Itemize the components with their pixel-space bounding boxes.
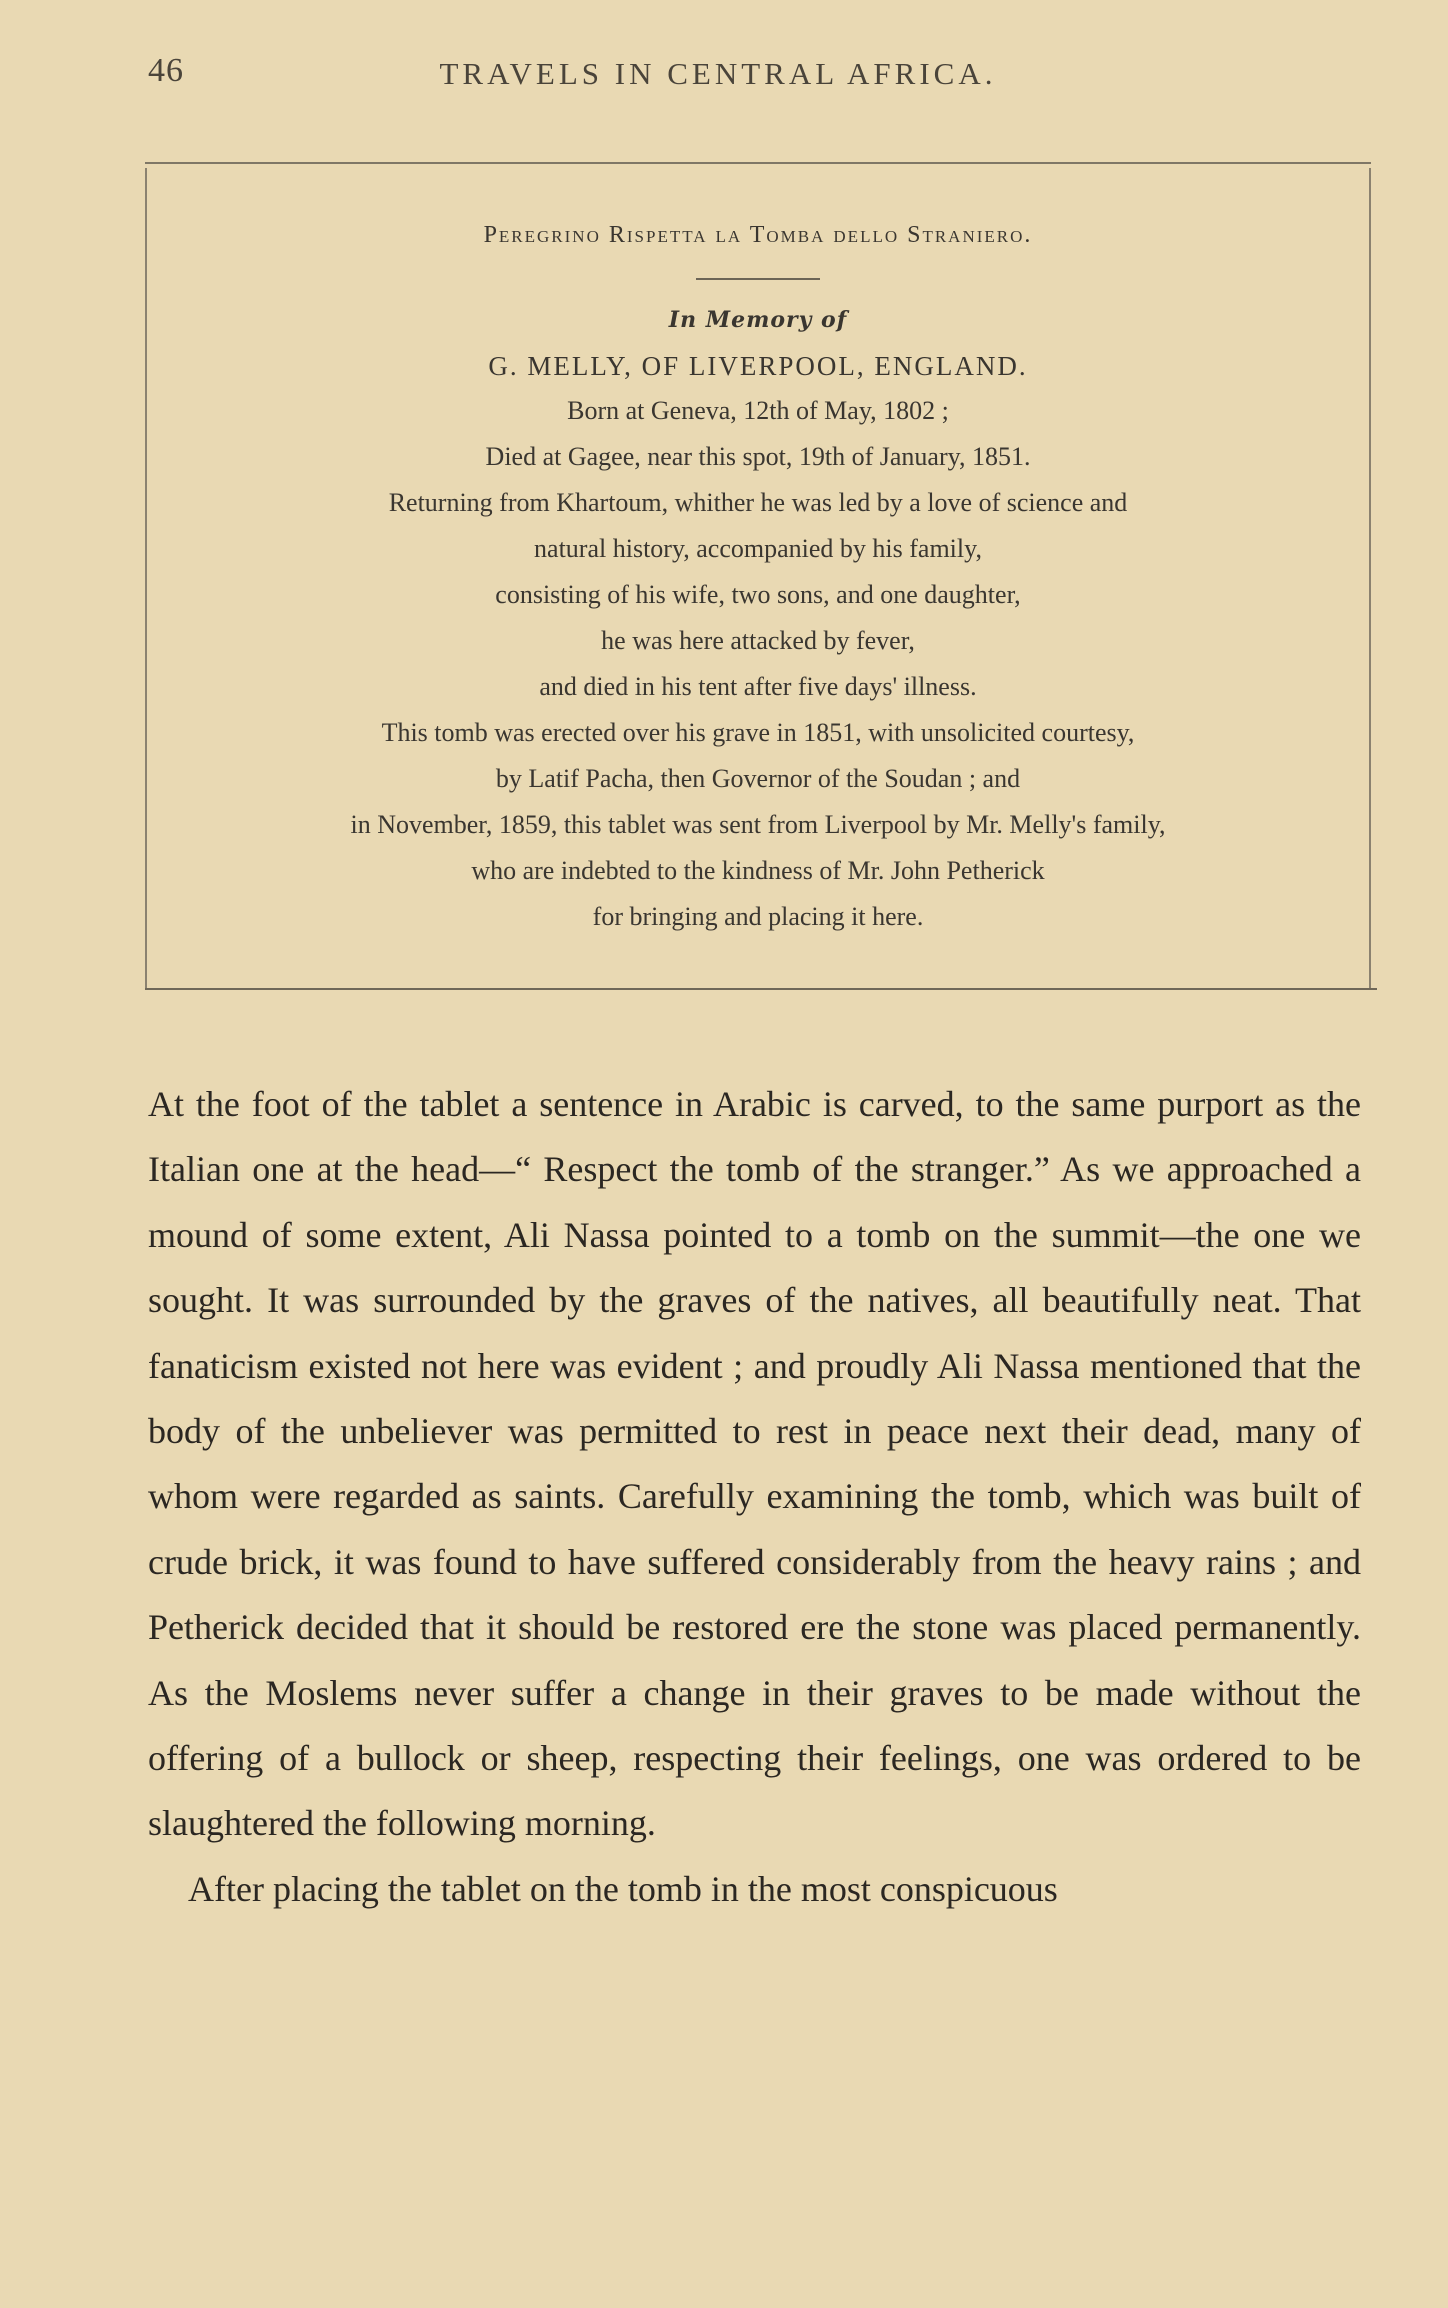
tablet-line: natural history, accompanied by his family, (534, 534, 982, 563)
body-text (148, 1072, 1361, 1922)
tablet-line: and died in his tent after five days' illness. (539, 672, 977, 701)
tablet-bottom-rule (145, 988, 1377, 990)
tablet-divider (696, 278, 820, 280)
page-header (148, 52, 1288, 102)
tablet-line: in November, 1859, this tablet was sent from Liverpool by Mr. Melly's family, (350, 810, 1166, 839)
page-number: 46 (148, 52, 184, 89)
tablet-memory-line: In Memory of (668, 307, 848, 333)
tablet-line: Returning from Khartoum, whither he was led by a love of science and (388, 488, 1128, 517)
memorial-tablet (145, 168, 1371, 988)
tablet-line: who are indebted to the kindness of Mr. John Petherick (471, 856, 1045, 885)
tablet-heading: Peregrino Rispetta la Tomba dello Straniero. (483, 222, 1033, 248)
running-title: TRAVELS IN CENTRAL AFRICA. (439, 56, 997, 91)
tablet-line: consisting of his wife, two sons, and one daughter, (495, 580, 1021, 609)
body-paragraph: After placing the tablet on the tomb in the most conspicuous (188, 1868, 1058, 1909)
tablet-inscription (147, 218, 1369, 940)
body-paragraph: At the foot of the tablet a sentence in Arabic is carved, to the same purport as the Italian one at the head—“ Respect the tomb of the stranger.” As we approached a mound of some extent, Ali Nassa pointed to a tomb on the summit—the one we sought. It was surrounded by the graves of the natives, all beautifully neat. That fanaticism existed not here was evident ; and proudly Ali Nassa mentioned that the body of the unbeliever was permitted to rest in peace next their dead, many of whom were regarded as saints. Carefully examining the tomb, which was built of crude brick, it was found to have suffered considerably from the heavy rains ; and Petherick decided that it should be restored ere the stone was placed permanently. As the Moslems never suffer a change in their graves to be made without the offering of a bullock or sheep, respecting their feelings, one was ordered to be slaughtered the following morning. (148, 1084, 1361, 1844)
tablet-top-rule (145, 162, 1371, 164)
tablet-line: for bringing and placing it here. (592, 902, 924, 931)
tablet-line: Died at Gagee, near this spot, 19th of January, 1851. (485, 442, 1031, 471)
tablet-line: Born at Geneva, 12th of May, 1802 ; (567, 396, 949, 425)
tablet-name-line: G. MELLY, OF LIVERPOOL, ENGLAND. (488, 351, 1028, 381)
tablet-line: he was here attacked by fever, (601, 626, 915, 655)
tablet-line: This tomb was erected over his grave in 1851, with unsolicited courtesy, (381, 718, 1135, 747)
tablet-line: by Latif Pacha, then Governor of the Soudan ; and (495, 764, 1021, 793)
